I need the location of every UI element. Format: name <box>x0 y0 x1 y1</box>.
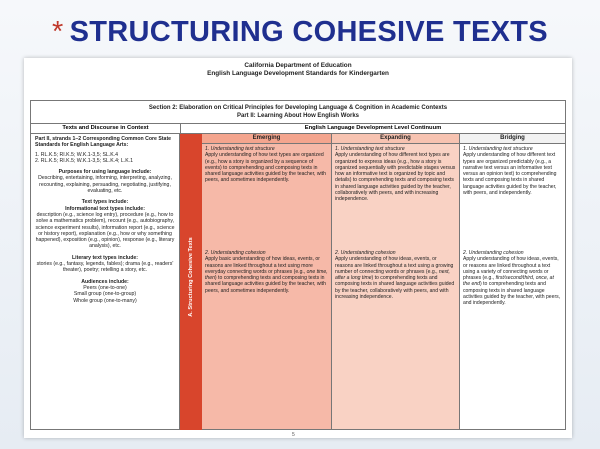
strand-item-2: 2. RL.K.5; RI.K.5; W.K.1-3,5; SL.K.4; L.K.1 <box>35 157 134 164</box>
text-types-title: Text types include: <box>81 199 129 206</box>
expanding-item-1-text: Apply understanding of how different text types are organized to express ideas (e.g., how a story is organized sequentially with predictable stages versus how an informative text is organized by topic and details) to comprehending texts and composing texts in shared language activities guided by the teacher, collaboratively with peers, and with increasing independence. <box>335 152 456 202</box>
emerging-item-1-text: Apply understanding of how text types are organized (e.g., how a story is organized by a sequence of events) to comprehending and composing texts in shared language activities guided by the teacher, with peers, and sometimes independently. <box>205 152 326 184</box>
section-heading <box>30 100 566 124</box>
literary-title: Literary text types include: <box>71 254 139 261</box>
strands-text: Part II, strands 1–2 Corresponding Common Core State Standards for English Language Arts: <box>35 136 172 149</box>
informational-title: Informational text types include: <box>65 205 145 212</box>
title-star: * <box>52 16 64 48</box>
page-number: 5 <box>292 432 295 438</box>
audience-item: Peers (one-to-one) <box>83 284 127 291</box>
strip-label: A. Structuring Cohesive Texts <box>188 237 194 317</box>
bridging-item-2-title: 2. Understanding cohesion <box>463 250 524 256</box>
informational-text: description (e.g., science log entry), procedure (e.g., how to solve a mathematics problem), recount (e.g., autobiography, science experiment results), information report (e.g., science or history report), explanation (e.g., how or why something happened), exposition (e.g., opinion), response (e.g., literary analysis), etc. <box>35 211 175 250</box>
column-header-row <box>30 124 566 134</box>
expanding-column <box>332 134 460 430</box>
audiences-title: Audiences include: <box>81 278 129 285</box>
bridging-column <box>460 134 566 430</box>
audience-item: Whole group (one-to-many) <box>73 297 137 304</box>
level-continuum-header: English Language Development Level Continuum <box>304 125 442 131</box>
expanding-item-2-title: 2. Understanding cohesion <box>335 250 396 256</box>
literary-text: stories (e.g., fantasy, legends, fables); drama (e.g., readers' theater), poetry; retelling a story, etc. <box>36 261 174 274</box>
bridging-title: Bridging <box>460 134 565 144</box>
emerging-column <box>202 134 332 430</box>
bridging-item-1-title: 1. Understanding text structure <box>463 146 533 152</box>
expanding-title: Expanding <box>332 134 459 144</box>
texts-discourse-column <box>30 134 180 430</box>
standards-document <box>24 58 572 438</box>
section-line-2: Part II: Learning About How English Works <box>236 113 359 119</box>
texts-discourse-header: Texts and Discourse in Context <box>31 124 181 133</box>
slide-title-text: STRUCTURING COHESIVE TEXTS <box>69 16 548 48</box>
emerging-title: Emerging <box>202 134 331 144</box>
expanding-item-1-title: 1. Understanding text structure <box>335 146 405 152</box>
emerging-item-2-title: 2. Understanding cohesion <box>205 250 266 256</box>
emerging-item-1-title: 1. Understanding text structure <box>205 146 275 152</box>
audience-item: Small group (one-to-group) <box>73 291 137 298</box>
purposes-text: Describing, entertaining, informing, interpreting, analyzing, recounting, explaining, persuading, negotiating, justifying, evaluating, etc. <box>38 175 172 195</box>
document-header <box>24 62 572 78</box>
header-line-2: English Language Development Standards for Kindergarten <box>207 70 389 77</box>
expanding-item-2-text: Apply understanding of how ideas, events, or reasons are linked throughout a text using a growing number of connecting words or phrases (e.g., next, after a long time) to comprehending texts and composing texts in shared language activities guided by the teacher, collaboratively with peers, and with increasing independence. <box>335 256 455 300</box>
purposes-title: Purposes for using language include: <box>58 169 152 176</box>
section-line-1: Section 2: Elaboration on Critical Principles for Developing Language & Cognition in Academic Contexts <box>148 105 448 111</box>
slide-title <box>0 16 600 49</box>
section-strip <box>180 134 202 430</box>
bridging-item-2-text: Apply understanding of how ideas, events, or reasons are linked throughout a text using a variety of connecting words or phrases (e.g., first/second/third, once, at the end) to comprehending texts and composing texts in shared language activities guided by the teacher, with peers, and independently. <box>463 256 561 306</box>
strand-item-1: 1. RL.K.5; RI.K.5; W.K.1-3,5; SL.K.4 <box>35 151 119 158</box>
header-line-1: California Department of Education <box>244 62 352 69</box>
bridging-item-1-text: Apply understanding of how different text types are organized predictably (e.g., a narrative text versus an informative text versus an opinion text) to comprehending texts and composing texts in shared language activities guided by the teacher, with peers, and independently. <box>463 152 557 196</box>
emerging-item-2-text: Apply basic understanding of how ideas, events, or reasons are linked throughout a text using more everyday connecting words or phrases (e.g., one time, then) to comprehending texts and composing texts in shared language activities guided by the teacher, with peers, and sometimes independently. <box>205 256 328 294</box>
